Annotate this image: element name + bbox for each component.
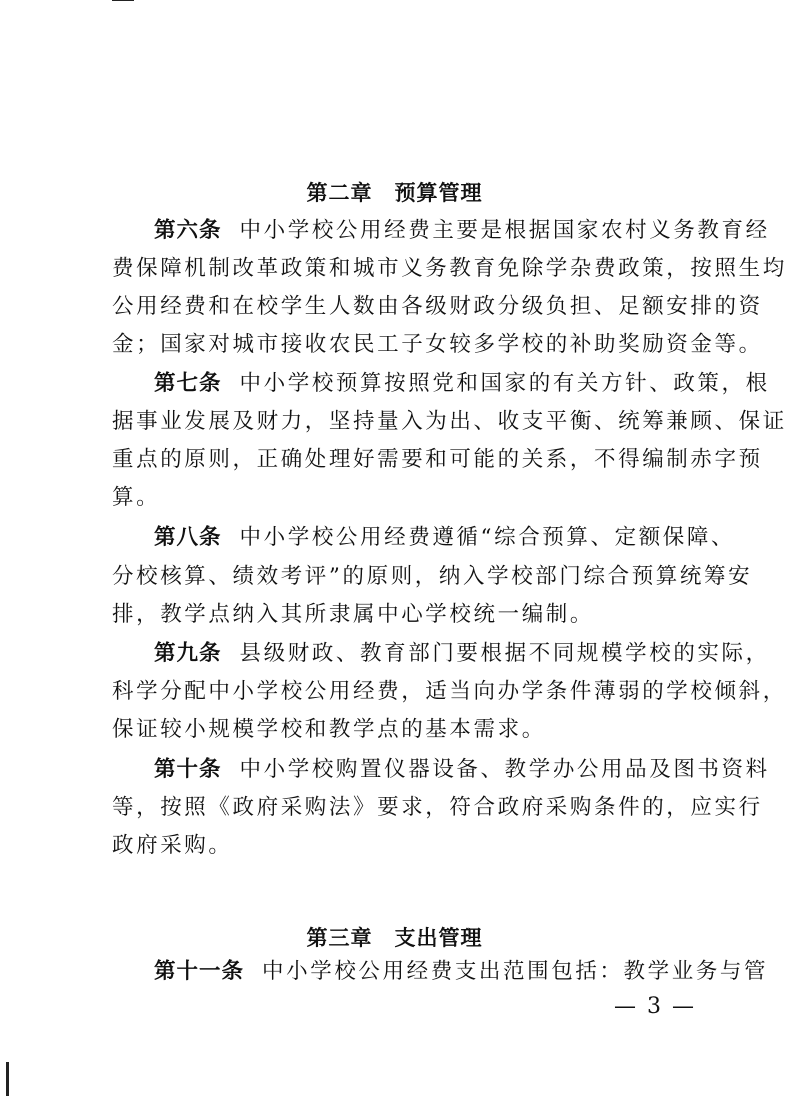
article-9-line-1: 第九条 县级财政、教育部门要根据不同规模学校的实际， <box>154 641 770 666</box>
article-7-title: 第七条 <box>154 371 222 396</box>
article-9-title: 第九条 <box>154 641 222 666</box>
article-8-title: 第八条 <box>154 525 222 550</box>
article-6-line-2: 费保障机制改革政策和城市义务教育免除学杂费政策，按照生均 <box>112 256 787 281</box>
chapter-2-heading <box>0 177 789 207</box>
article-7-line-2: 据事业发展及财力，坚持量入为出、收支平衡、统筹兼顾、保证 <box>112 409 787 434</box>
article-8-line-2: 分校核算、绩效考评”的原则，纳入学校部门综合预算统筹安 <box>112 564 753 589</box>
article-10-title: 第十条 <box>154 757 222 782</box>
article-11-line-1: 第十一条 中小学校公用经费支出范围包括：教学业务与管 <box>154 959 769 984</box>
article-10-line-2: 等，按照《政府采购法》要求，符合政府采购条件的，应实行 <box>112 795 763 820</box>
article-8-line-1: 第八条 中小学校公用经费遵循“综合预算、定额保障、 <box>154 525 736 550</box>
article-6-line-1: 第六条 中小学校公用经费主要是根据国家农村义务教育经 <box>154 218 770 243</box>
article-10-line-3: 政府采购。 <box>112 833 233 858</box>
article-9-line-3: 保证较小规模学校和教学点的基本需求。 <box>112 717 546 742</box>
article-11-title: 第十一条 <box>154 959 245 984</box>
article-6-line-3: 公用经费和在校学生人数由各级财政分级负担、足额安排的资 <box>112 294 763 319</box>
article-10-line-1: 第十条 中小学校购置仪器设备、教学办公用品及图书资料 <box>154 757 770 782</box>
chapter-3-title: 支出管理 <box>394 926 483 950</box>
chapter-3-label: 第三章 <box>306 926 373 950</box>
scan-mark-left <box>6 1062 9 1096</box>
chapter-2-label: 第二章 <box>306 181 373 205</box>
article-6-line-4: 金；国家对城市接收农民工子女较多学校的补助奖励资金等。 <box>112 332 763 357</box>
article-8-line-3: 排，教学点纳入其所隶属中心学校统一编制。 <box>112 602 595 627</box>
chapter-3-heading <box>0 922 789 952</box>
scan-mark-top <box>112 0 134 1</box>
article-7-line-3: 重点的原则，正确处理好需要和可能的关系，不得编制赤字预 <box>112 447 763 472</box>
chapter-2-title: 预算管理 <box>394 181 483 205</box>
page-number: — 3 — <box>614 994 696 1019</box>
article-6-title: 第六条 <box>154 218 222 243</box>
article-7-line-1: 第七条 中小学校预算按照党和国家的有关方针、政策，根 <box>154 371 770 396</box>
article-7-line-4: 算。 <box>112 485 161 510</box>
article-9-line-2: 科学分配中小学校公用经费，适当向办学条件薄弱的学校倾斜， <box>112 679 787 704</box>
